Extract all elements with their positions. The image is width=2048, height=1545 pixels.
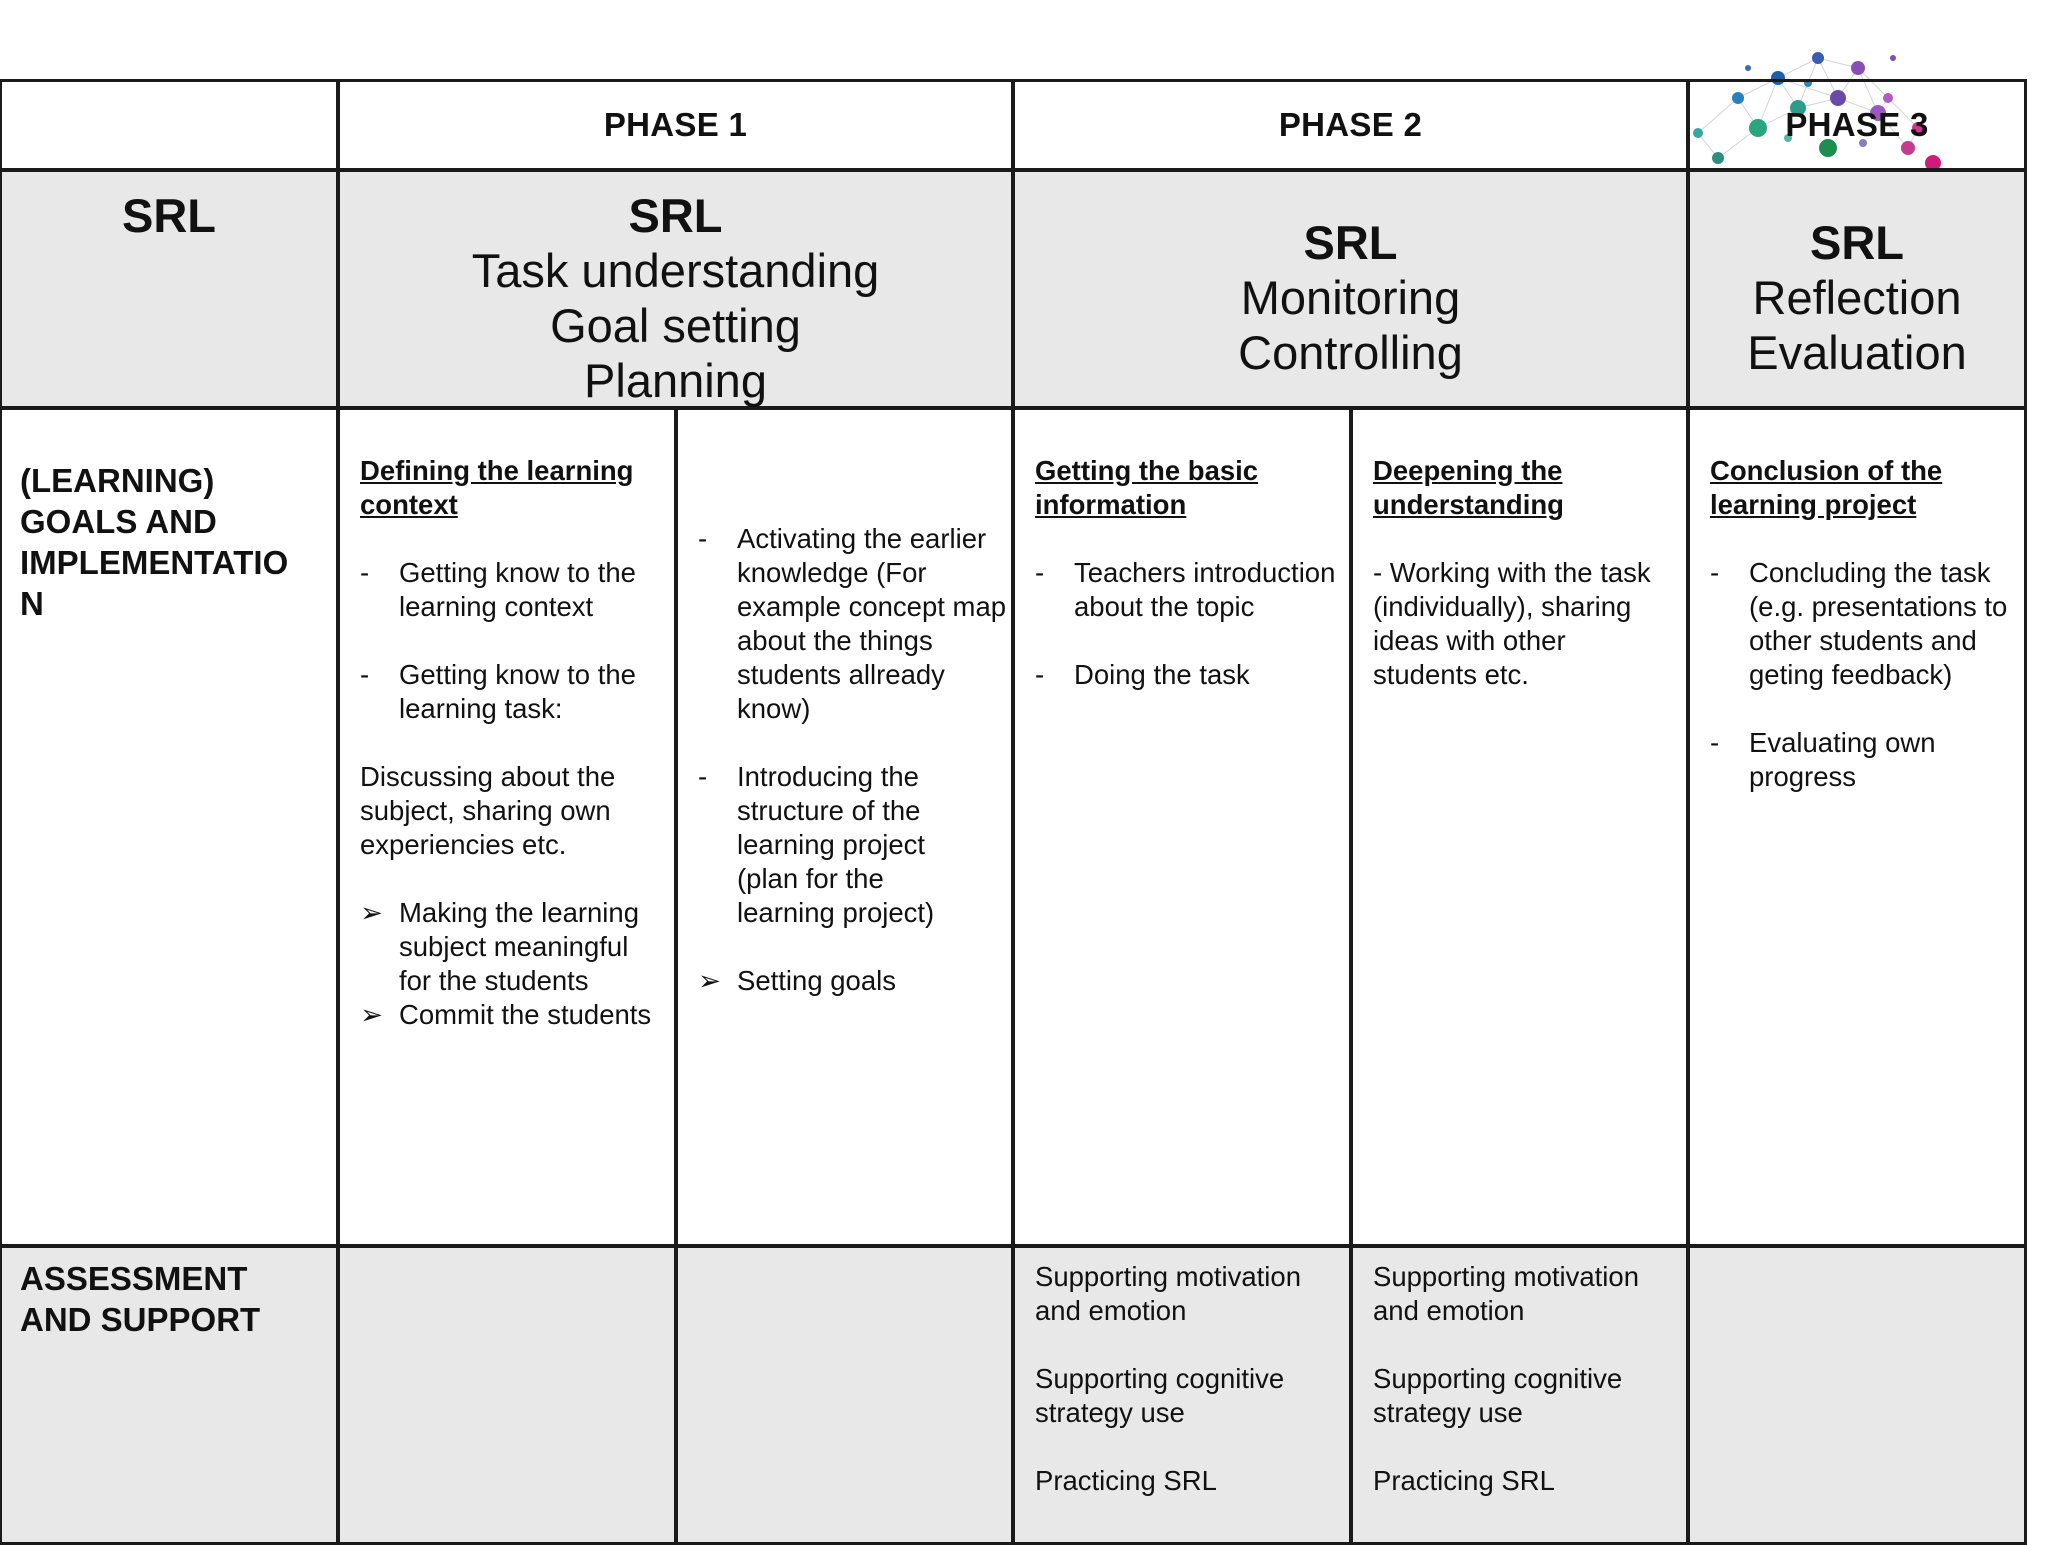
list-item: - Introducing the structure of the learning project (plan for the learning project): [698, 761, 935, 928]
assessment-col-2: [675, 1245, 1014, 1545]
list-item: - Evaluating own progress: [1710, 727, 1936, 792]
list-item: - Doing the task: [1035, 659, 1250, 690]
paragraph: - Working with the task (individually), sharing ideas with other students etc.: [1373, 557, 1651, 690]
assessment-row-label-cell: [0, 1245, 339, 1545]
assessment-col-5: [1687, 1245, 2027, 1545]
srl-phase-2-cell: [1012, 169, 1689, 409]
phase-1-header: [337, 79, 1014, 171]
dash-marker: -: [698, 523, 708, 554]
paragraph: Discussing about the subject, sharing own experiencies etc.: [360, 761, 616, 860]
list-item: - Activating the earlier knowledge (For example concept map about the things students allready know): [698, 523, 1007, 724]
goals-col-3: [1012, 407, 1352, 1247]
phase-1-label: PHASE 1: [603, 106, 748, 143]
arrow-bullet-icon: ➢: [360, 897, 384, 928]
corner-cell: [0, 79, 339, 171]
list-item: - Getting know to the learning task:: [360, 659, 636, 724]
col-heading: Conclusion of the learning project: [1710, 455, 1943, 520]
arrow-item: ➢ Making the learning subject meaningful for the students: [360, 897, 640, 996]
goals-row-label: (LEARNING) GOALS AND IMPLEMENTATIO N: [20, 462, 289, 622]
goals-col-2: [675, 407, 1014, 1247]
dash-marker: -: [1710, 557, 1720, 588]
srl-phase-2-title: SRL: [1303, 216, 1398, 269]
assessment-col-1: [337, 1245, 677, 1545]
goals-col-4: [1350, 407, 1689, 1247]
assessment-row-label: ASSESSMENT AND SUPPORT: [20, 1260, 261, 1338]
list-item: - Concluding the task (e.g. presentations to other students and geting feedback): [1710, 557, 2008, 690]
dash-marker: -: [1710, 727, 1720, 758]
dash-marker: -: [698, 761, 708, 792]
srl-phase-1-line: Goal setting: [550, 299, 801, 352]
srl-table: [0, 80, 2038, 1536]
srl-phase-2-line: Monitoring: [1240, 271, 1461, 324]
dash-marker: -: [360, 557, 370, 588]
list-item: - Getting know to the learning context: [360, 557, 636, 622]
arrow-item: ➢ Setting goals: [698, 965, 896, 996]
goals-row-label-cell: [0, 407, 339, 1247]
support-item: Practicing SRL: [1035, 1465, 1217, 1496]
support-item: Practicing SRL: [1373, 1465, 1555, 1496]
srl-phase-2-line: Controlling: [1238, 326, 1463, 379]
srl-row-label-cell: [0, 169, 339, 409]
phase-3-label: PHASE 3: [1785, 106, 1929, 143]
assessment-col-3: [1012, 1245, 1352, 1545]
phase-3-header: [1687, 79, 2027, 171]
assessment-col-4: [1350, 1245, 1689, 1545]
list-item: - Teachers introduction about the topic: [1035, 557, 1336, 622]
srl-phase-1-line: Planning: [584, 354, 767, 407]
dash-marker: -: [1035, 659, 1045, 690]
dash-marker: -: [1035, 557, 1045, 588]
arrow-bullet-icon: ➢: [698, 965, 722, 996]
phase-2-label: PHASE 2: [1278, 106, 1423, 143]
support-item: Supporting cognitive strategy use: [1035, 1363, 1285, 1428]
goals-col-1: [337, 407, 677, 1247]
srl-phase-3-cell: [1687, 169, 2027, 409]
srl-phase-1-cell: [337, 169, 1014, 409]
goals-col-5: [1687, 407, 2027, 1247]
col-heading: Defining the learning context: [360, 455, 634, 520]
dash-marker: -: [360, 659, 370, 690]
srl-phase-3-line: Evaluation: [1747, 326, 1967, 379]
arrow-item: ➢ Commit the students: [360, 999, 652, 1030]
srl-phase-3-title: SRL: [1810, 216, 1904, 269]
arrow-bullet-icon: ➢: [360, 999, 384, 1030]
support-item: Supporting motivation and emotion: [1035, 1261, 1301, 1326]
srl-row-label: SRL: [122, 189, 216, 242]
srl-phase-3-line: Reflection: [1752, 271, 1962, 324]
col-heading: Deepening the understanding: [1373, 455, 1564, 520]
support-item: Supporting cognitive strategy use: [1373, 1363, 1623, 1428]
srl-phase-1-line: Task understanding: [471, 244, 880, 297]
srl-phase-1-title: SRL: [628, 189, 723, 242]
support-item: Supporting motivation and emotion: [1373, 1261, 1639, 1326]
col-heading: Getting the basic information: [1035, 455, 1259, 520]
phase-2-header: [1012, 79, 1689, 171]
